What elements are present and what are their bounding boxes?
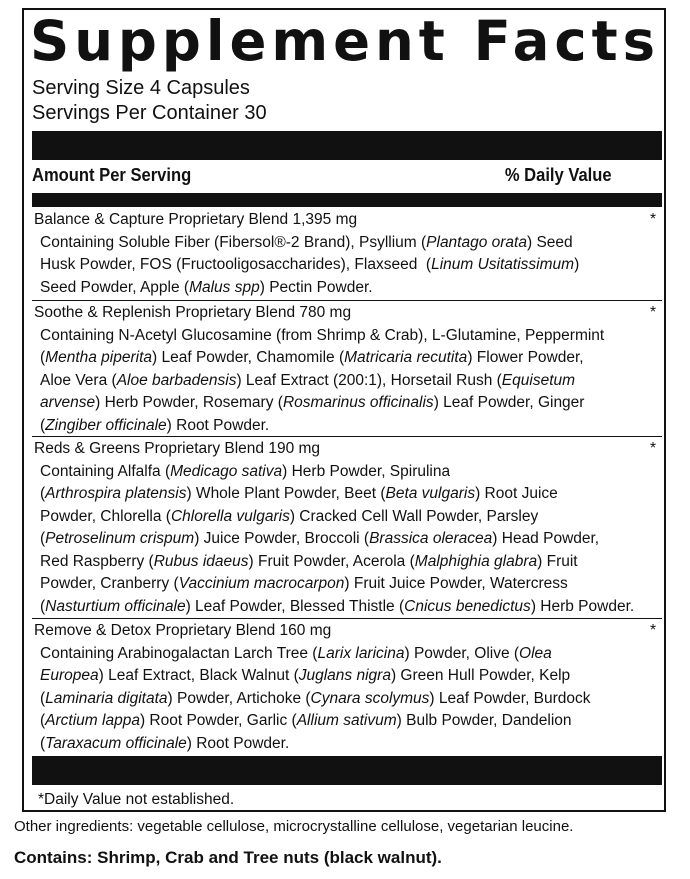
blend-soothe-replenish bbox=[32, 302, 662, 437]
panel-title: Supplement Facts bbox=[30, 9, 660, 73]
daily-value-asterisk: * bbox=[649, 622, 656, 639]
supplement-facts-panel bbox=[22, 8, 666, 812]
daily-value-asterisk: * bbox=[649, 440, 656, 457]
thick-divider-middle bbox=[32, 193, 662, 207]
servings-per-container: Servings Per Container 30 bbox=[32, 102, 267, 124]
amount-per-serving-label: Amount Per Serving bbox=[32, 165, 192, 185]
blend-ingredients: Containing Arabinogalactan Larch Tree (Larix laricina) Powder, Olive (Olea Europea) Leaf Extract, Black Walnut (Juglans nigra) Green Hull Powder, Kelp (Laminaria digitata) Powder, Artichoke (Cynara scolymus) Leaf Powder, Burdock (Arctium lappa) Root Powder, Garlic (Allium sativum) Bulb Powder, Dandelion (Taraxacum officinale) Root Powder. bbox=[40, 644, 591, 752]
thick-divider-top bbox=[32, 131, 662, 160]
blend-name: Reds & Greens Proprietary Blend 190 mg bbox=[34, 440, 321, 457]
daily-value-label: % Daily Value bbox=[504, 165, 612, 185]
blend-ingredients: Containing Alfalfa (Medicago sativa) Herb Powder, Spirulina (Arthrospira platensis) Whole Plant Powder, Beet (Beta vulgaris) Root Juice Powder, Chlorella (Chlorella vulgaris) Cracked Cell Wall Powder, Parsley (Petroselinum crispum) Juice Powder, Broccoli (Brassica oleracea) Head Powder, Red Raspberry (Rubus idaeus) Fruit Powder, Acerola (Malphighia glabra) Fruit Powder, Cranberry (Vaccinium macrocarpon) Fruit Juice Powder, Watercress (Nasturtium officinale) Leaf Powder, Blessed Thistle (Cnicus benedictus) Herb Powder. bbox=[40, 462, 635, 615]
daily-value-asterisk: * bbox=[649, 211, 656, 228]
daily-value-footnote: *Daily Value not established. bbox=[38, 791, 235, 808]
serving-size: Serving Size 4 Capsules bbox=[32, 77, 250, 99]
other-ingredients: Other ingredients: vegetable cellulose, microcrystalline cellulose, vegetarian leucine. bbox=[14, 818, 574, 835]
blend-name: Soothe & Replenish Proprietary Blend 780 mg bbox=[34, 304, 352, 321]
allergen-statement: Contains: Shrimp, Crab and Tree nuts (black walnut). bbox=[14, 848, 442, 867]
blend-ingredients: Containing N-Acetyl Glucosamine (from Shrimp & Crab), L-Glutamine, Peppermint (Mentha piperita) Leaf Powder, Chamomile (Matricaria recutita) Flower Powder, Aloe Vera (Aloe barbadensis) Leaf Extract (200:1), Horsetail Rush (Equisetum arvense) Herb Powder, Rosemary (Rosmarinus officinalis) Leaf Powder, Ginger (Zingiber officinale) Root Powder. bbox=[40, 326, 605, 434]
blend-balance-capture bbox=[32, 209, 662, 301]
blend-name: Remove & Detox Proprietary Blend 160 mg bbox=[34, 622, 332, 639]
blend-name: Balance & Capture Proprietary Blend 1,395 mg bbox=[34, 211, 358, 228]
thick-divider-bottom bbox=[32, 756, 662, 785]
blend-reds-greens bbox=[32, 438, 662, 619]
blend-remove-detox bbox=[32, 620, 662, 754]
blend-ingredients: Containing Soluble Fiber (Fibersol®-2 Brand), Psyllium (Plantago orata) Seed Husk Powder, FOS (Fructooligosaccharides), Flaxseed (Linum Usitatissimum) Seed Powder, Apple (Malus spp) Pectin Powder. bbox=[40, 233, 580, 296]
daily-value-asterisk: * bbox=[649, 304, 656, 321]
